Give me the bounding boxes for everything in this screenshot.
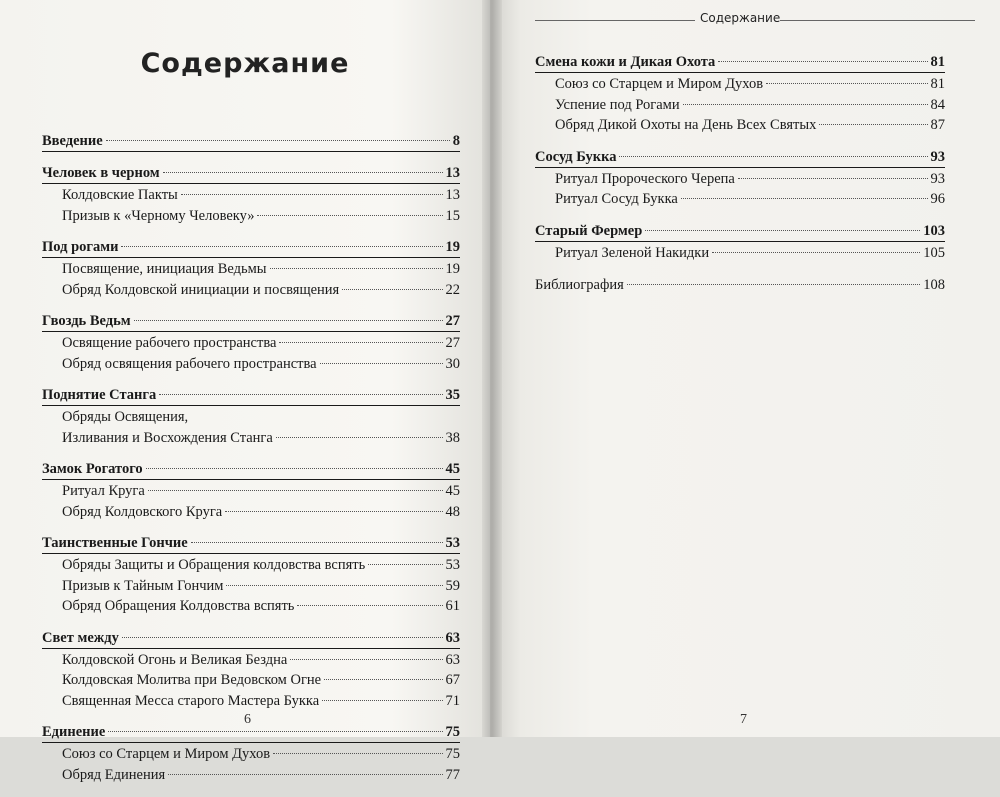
toc-section — [42, 132, 460, 152]
subentry — [535, 189, 945, 210]
subentry-page: 15 — [445, 207, 460, 224]
chapter-entry-title: Под рогами — [42, 239, 119, 255]
dot-leader — [276, 437, 443, 438]
chapter-entry — [535, 53, 945, 73]
subentry-title: Обряд освящения рабочего пространства — [62, 355, 317, 372]
dot-leader — [322, 700, 442, 701]
subentry-title: Обряд Единения — [62, 766, 166, 783]
chapter-entry-title: Сосуд Букка — [535, 148, 617, 165]
subentry-title: Союз со Старцем и Миром Духов — [555, 76, 764, 92]
chapter-entry-page: 103 — [923, 222, 945, 239]
subentry-page: 48 — [445, 503, 460, 520]
toc-section — [42, 534, 460, 617]
chapter-entry-page: 13 — [445, 165, 460, 181]
dot-leader — [168, 774, 442, 775]
subentry-page: 61 — [445, 598, 460, 614]
chapter-entry — [42, 629, 460, 649]
toc-section — [42, 312, 460, 374]
header-rule-right — [780, 20, 975, 21]
subentry — [42, 428, 460, 449]
book-gutter — [482, 0, 502, 737]
subentry-page: 71 — [445, 692, 460, 709]
chapter-entry — [535, 222, 945, 242]
subentry-title: Изливания и Восхождения Станга — [62, 429, 273, 446]
subentry-title: Призыв к Тайным Гончим — [62, 577, 224, 594]
toc-section — [535, 53, 945, 136]
subentry-page: 45 — [445, 483, 460, 499]
toc-section — [42, 164, 460, 226]
dot-leader — [645, 230, 920, 231]
dot-leader — [681, 198, 928, 199]
chapter-entry-page: 19 — [445, 239, 460, 255]
chapter-entry-title: Поднятие Станга — [42, 387, 157, 403]
subentry-title: Колдовской Огонь и Великая Бездна — [62, 651, 288, 668]
dot-leader — [181, 194, 443, 195]
subentry-title: Обряд Колдовской инициации и посвящения — [62, 281, 340, 298]
subentry-page: 30 — [445, 355, 460, 372]
toc-section — [42, 238, 460, 300]
dot-leader — [163, 172, 443, 173]
subentry-title: Колдовская Молитва при Ведовском Огне — [62, 672, 322, 688]
dot-leader — [627, 284, 920, 285]
dot-leader — [619, 156, 927, 157]
subentry — [42, 185, 460, 206]
subentry-page: 67 — [445, 672, 460, 688]
dot-leader — [159, 394, 442, 395]
subentry-title: Ритуал Зеленой Накидки — [555, 244, 710, 261]
subentry-page: 77 — [445, 766, 460, 783]
subentry-title: Обряд Колдовского Круга — [62, 503, 223, 520]
chapter-entry-page: 63 — [445, 629, 460, 646]
running-header — [535, 10, 975, 30]
subentry-page: 53 — [445, 557, 460, 573]
subentry-title: Посвящение, инициация Ведьмы — [62, 261, 267, 277]
dot-leader — [121, 246, 442, 247]
dot-leader — [320, 363, 443, 364]
dot-leader — [819, 124, 927, 125]
running-title: Содержание — [700, 11, 781, 25]
dot-leader — [290, 659, 442, 660]
chapter-entry-page: 75 — [445, 724, 460, 740]
subentry-title: Призыв к «Черному Человеку» — [62, 207, 255, 224]
subentry-page: 84 — [930, 96, 945, 113]
subentry — [42, 555, 460, 576]
chapter-entry-page: 45 — [445, 461, 460, 477]
dot-leader — [368, 564, 442, 565]
dot-leader — [257, 215, 442, 216]
bibliography-entry-title: Библиография — [535, 277, 624, 293]
dot-leader — [122, 637, 443, 638]
subentry-page: 27 — [445, 335, 460, 351]
subentry-page: 59 — [445, 577, 460, 594]
left-page — [0, 0, 490, 783]
chapter-entry — [42, 460, 460, 480]
subentry — [42, 354, 460, 375]
subentry-page: 87 — [930, 117, 945, 133]
subentry — [42, 650, 460, 671]
dot-leader — [297, 605, 442, 606]
subentry — [535, 243, 945, 264]
subentry-page: 19 — [445, 261, 460, 277]
subentry-page: 63 — [445, 651, 460, 668]
chapter-entry — [42, 534, 460, 554]
subentry-title: Союз со Старцем и Миром Духов — [62, 746, 271, 762]
chapter-entry-title: Свет между — [42, 629, 119, 646]
subentry-page: 38 — [445, 429, 460, 446]
subentry — [535, 95, 945, 116]
subentry-title: Обряд Дикой Охоты на День Всех Святых — [555, 117, 817, 133]
subentry-title-line1: Обряды Освящения, — [62, 409, 189, 425]
subentry — [42, 576, 460, 597]
subentry-title: Колдовские Пакты — [62, 187, 178, 203]
subentry — [42, 596, 460, 617]
subentry-title: Успение под Рогами — [555, 96, 680, 113]
chapter-entry-title: Единение — [42, 724, 106, 740]
dot-leader — [766, 83, 927, 84]
toc-section — [42, 723, 460, 785]
dot-leader — [342, 289, 442, 290]
toc-section — [535, 148, 945, 210]
dot-leader — [683, 104, 928, 105]
chapter-entry — [42, 386, 460, 406]
toc-section — [42, 386, 460, 448]
subentry-page: 81 — [930, 76, 945, 92]
bibliography-entry — [535, 275, 945, 296]
subentry — [535, 74, 945, 95]
subentry-title: Ритуал Сосуд Букка — [555, 191, 678, 207]
subentry — [42, 670, 460, 691]
chapter-entry-page: 93 — [930, 148, 945, 165]
subentry — [42, 744, 460, 765]
page-title: Содержание — [140, 48, 350, 79]
subentry-title: Обряд Обращения Колдовства вспять — [62, 598, 295, 614]
subentry-page: 96 — [930, 191, 945, 207]
dot-leader — [279, 342, 442, 343]
subentry-page: 75 — [445, 746, 460, 762]
subentry — [42, 333, 460, 354]
dot-leader — [718, 61, 927, 62]
toc-section — [42, 460, 460, 522]
chapter-entry — [42, 164, 460, 184]
chapter-entry-title: Старый Фермер — [535, 222, 643, 239]
subentry — [42, 280, 460, 301]
subentry — [42, 691, 460, 712]
subentry — [42, 206, 460, 227]
subentry — [535, 169, 945, 190]
chapter-entry-page: 27 — [445, 313, 460, 329]
chapter-entry-page: 35 — [445, 387, 460, 403]
dot-leader — [324, 679, 442, 680]
page-number-left: 6 — [244, 712, 251, 727]
subentry-title: Обряды Защиты и Обращения колдовства вспять — [62, 557, 366, 573]
dot-leader — [270, 268, 443, 269]
subentry-page: 105 — [923, 244, 945, 261]
subentry — [42, 502, 460, 523]
dot-leader — [106, 140, 450, 141]
subentry-title: Освящение рабочего пространства — [62, 335, 277, 351]
subentry-title: Ритуал Пророческого Черепа — [555, 170, 735, 187]
toc-right — [535, 53, 945, 296]
subentry-title: Священная Месса старого Мастера Букка — [62, 692, 320, 709]
dot-leader — [134, 320, 443, 321]
subentry-title: Ритуал Круга — [62, 483, 145, 499]
chapter-entry-page: 8 — [452, 133, 460, 149]
bibliography-entry-page: 108 — [923, 277, 945, 293]
toc-left — [42, 132, 460, 797]
subentry — [42, 481, 460, 502]
dot-leader — [146, 468, 443, 469]
subentry — [535, 115, 945, 136]
header-rule-left — [535, 20, 695, 21]
toc-section — [42, 629, 460, 712]
chapter-entry-title: Гвоздь Ведьм — [42, 313, 131, 329]
dot-leader — [712, 252, 920, 253]
subentry-page: 13 — [445, 187, 460, 203]
subentry-page: 93 — [930, 170, 945, 187]
chapter-entry-title: Введение — [42, 133, 103, 149]
page-number-right: 7 — [740, 712, 747, 727]
chapter-entry-page: 81 — [930, 54, 945, 70]
toc-section — [535, 222, 945, 264]
chapter-entry — [535, 148, 945, 168]
chapter-entry — [42, 312, 460, 332]
subentry-page: 22 — [445, 281, 460, 298]
chapter-entry-title: Замок Рогатого — [42, 461, 143, 477]
chapter-entry — [42, 238, 460, 258]
chapter-entry — [42, 723, 460, 743]
subentry — [42, 259, 460, 280]
dot-leader — [738, 178, 928, 179]
dot-leader — [225, 511, 442, 512]
dot-leader — [273, 753, 442, 754]
chapter-entry — [42, 132, 460, 152]
dot-leader — [191, 542, 443, 543]
dot-leader — [108, 731, 442, 732]
chapter-entry-title: Смена кожи и Дикая Охота — [535, 54, 716, 70]
dot-leader — [226, 585, 442, 586]
chapter-entry-page: 53 — [445, 535, 460, 551]
chapter-entry-title: Человек в черном — [42, 165, 160, 181]
subentry — [42, 765, 460, 786]
chapter-entry-title: Таинственные Гончие — [42, 535, 188, 551]
dot-leader — [148, 490, 443, 491]
